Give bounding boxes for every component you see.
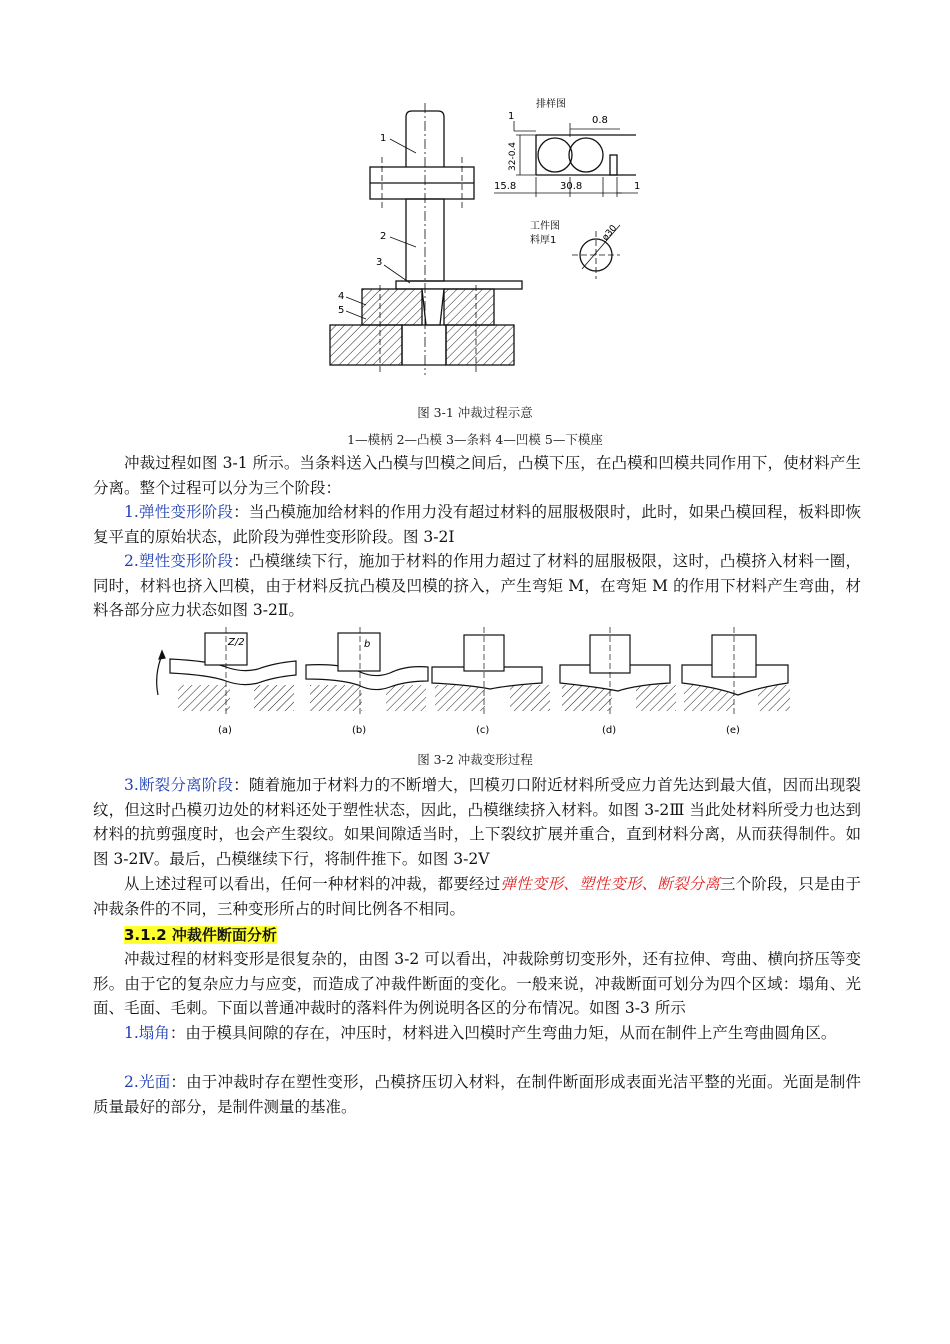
dim-30-8: 30.8	[560, 181, 583, 192]
thickness-label: 料厚1	[530, 235, 557, 246]
stage-1-number: 1.	[124, 503, 139, 521]
paragraph-burnish	[93, 1070, 861, 1119]
section-heading-text: 3.1.2 冲裁件断面分析	[124, 926, 277, 944]
dim-1-right: 1	[634, 181, 641, 192]
figure-3-1-blanking-diagram	[320, 95, 660, 385]
summary-emphasis: 弹性变形、塑性变形、断裂分离	[500, 875, 720, 893]
dim-0-8: 0.8	[592, 115, 608, 126]
sub-label-d: (d)	[602, 725, 617, 736]
figure-3-2-caption: 图 3-2 冲裁变形过程	[417, 752, 533, 767]
paragraph-summary	[93, 872, 861, 921]
figure-3-1-legend: 1—模柄 2—凸模 3—条料 4—凹模 5—下模座	[347, 432, 603, 447]
paragraph-plastic	[93, 549, 861, 623]
stage-e-drawing	[682, 627, 790, 717]
sub-label-b: (b)	[352, 725, 367, 736]
part-number-3: 3	[376, 257, 383, 268]
stage-3-text: ：随着施加于材料力的不断增大，凹模刃口附近材料所受应力首先达到最大值，因而出现裂纹，但这时凸模刃边处的材料还处于塑性状态，因此，凸模继续挤入材料。如图 3-2Ⅲ 当此处材料所受力也达到材料的抗剪强度时，也会产生裂纹。如果间隙适当时，上下裂纹扩展并重合，直到材料分离，从而获得制件。如图 3-2Ⅳ。最后，凸模继续下行，将制件推下。如图 3-2Ⅴ	[93, 776, 861, 868]
layout-title: 排样图	[536, 99, 566, 110]
part-number-5: 5	[338, 305, 345, 316]
zone-1-term: 塌角	[138, 1024, 170, 1042]
stage-3-number: 3.	[124, 776, 139, 794]
dim-15-8: 15.8	[494, 181, 517, 192]
paragraph-intro: 冲裁过程如图 3-1 所示。当条料送入凸模与凹模之间后，凸模下压，在凸模和凹模共同作用下，使材料产生分离。整个过程可以分为三个阶段：	[93, 454, 861, 497]
dim-32: 32-0.4	[508, 141, 518, 171]
part-number-4: 4	[338, 291, 345, 302]
figure-3-1-caption: 图 3-1 冲裁过程示意	[417, 405, 533, 420]
stage-2-number: 2.	[124, 552, 139, 570]
zone-1-text: ：由于模具间隙的存在，冲压时，材料进入凹模时产生弯曲力矩，从而在制件上产生弯曲圆角区。	[169, 1024, 837, 1042]
sub-label-e: (e)	[726, 725, 740, 736]
summary-after: 三个阶段，只是由于冲裁条件的不同，三种变形所占的时间比例各不相同。	[93, 875, 861, 918]
summary-before: 从上述过程可以看出，任何一种材料的冲裁，都要经过	[124, 875, 501, 893]
stage-2-text: ：凸模继续下行，施加于材料的作用力超过了材料的屈服极限，这时，凸模挤入材料一圈，同时，材料也挤入凹模，由于材料反抗凸模及凹模的挤入，产生弯矩 M，在弯矩 M 的作用下材料产生弯曲，材料各部分应力状态如图 3-2Ⅱ。	[93, 552, 861, 619]
part-number-2: 2	[380, 231, 387, 242]
section-heading	[124, 923, 277, 948]
paragraph-section-intro: 冲裁过程的材料变形是很复杂的，由图 3-2 可以看出，冲裁除剪切变形外，还有拉伸、弯曲、横向挤压等变形。由于它的复杂应力与应变，而造成了冲裁件断面的变化。一般来说，冲裁断面可划分为四个区域：塌角、光面、毛面、毛刺。下面以普通冲裁时的落料件为例说明各区的分布情况。如图 3-3 所示	[93, 950, 861, 1017]
stage-a-drawing	[157, 627, 296, 717]
stage-1-term: 弹性变形阶段	[138, 503, 234, 521]
diameter-label: ø30	[600, 223, 620, 243]
stage-c-drawing	[432, 627, 550, 717]
zone-1-number: 1.	[124, 1024, 139, 1042]
gap-label-z2: Z/2	[228, 637, 245, 648]
stage-2-term: 塑性变形阶段	[138, 552, 234, 570]
paragraph-elastic	[93, 500, 861, 549]
sub-label-a: (a)	[218, 725, 232, 736]
stage-d-drawing	[560, 627, 676, 717]
figure-3-2-deformation-stages	[150, 625, 790, 740]
paragraph-rollover	[93, 1021, 861, 1046]
zone-2-number: 2.	[124, 1073, 139, 1091]
sub-label-c: (c)	[476, 725, 490, 736]
label-b: b	[364, 639, 371, 650]
zone-2-text: ：由于冲裁时存在塑性变形，凸模挤压切入材料，在制件断面形成表面光洁平整的光面。光面是制件质量最好的部分，是制件测量的基准。	[93, 1073, 861, 1116]
part-number-1: 1	[380, 133, 387, 144]
part-drawing-label: 工件图	[530, 221, 560, 232]
stage-3-term: 断裂分离阶段	[138, 776, 234, 794]
zone-2-term: 光面	[138, 1073, 171, 1091]
paragraph-fracture	[93, 773, 861, 871]
stage-1-text: ：当凸模施加给材料的作用力没有超过材料的屈服极限时，此时，如果凸模回程，板料即恢复平直的原始状态，此阶段为弹性变形阶段。图 3-2Ⅰ	[93, 503, 861, 546]
dim-1-top: 1	[508, 111, 515, 122]
